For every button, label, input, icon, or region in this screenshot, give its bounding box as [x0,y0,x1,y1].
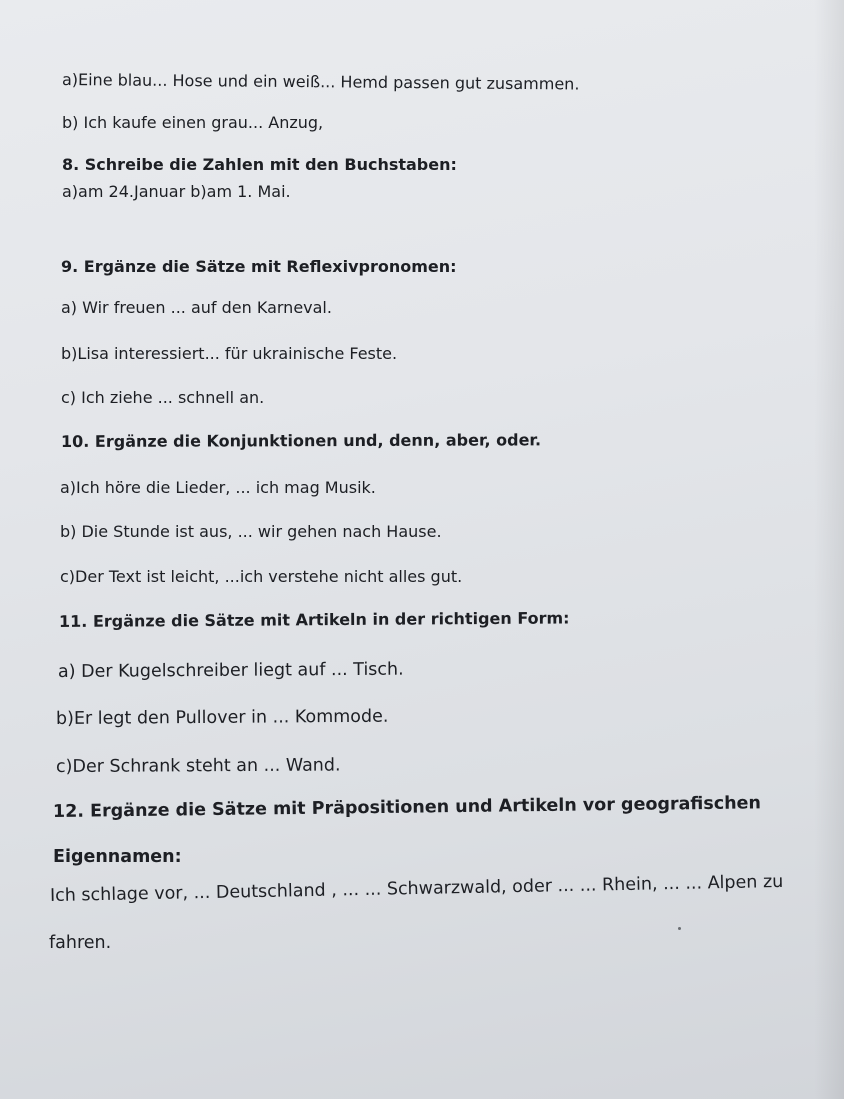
exercise-11-heading: 11. Ergänze die Sätze mit Artikeln in der richtigen Form: [58,608,570,631]
exercise-11-item-b: b)Er legt den Pullover in ... Kommode. [55,706,389,729]
exercise-9-item-a: a) Wir freuen ... auf den Karneval. [61,298,332,317]
exercise-9-item-b: b)Lisa interessiert... für ukrainische Feste. [61,344,398,363]
exercise-12-heading: 12. Ergänze die Sätze mit Präpositionen und Artikeln vor geografischen [52,793,762,822]
page-edge-shadow [814,0,844,1099]
exercise-10-heading: 10. Ergänze die Konjunktionen und, denn, aber, oder. [60,430,542,451]
exercise-7-item-b: b) Ich kaufe einen grau... Anzug, [62,113,324,132]
exercise-12-sentence-continued: fahren. [49,933,112,953]
exercise-8-item: a)am 24.Januar b)am 1. Mai. [62,182,291,201]
exercise-9-heading: 9. Ergänze die Sätze mit Reflexivpronomen: [61,257,457,276]
exercise-11-item-a: a) Der Kugelschreiber liegt auf ... Tisch. [57,659,404,682]
exercise-11-item-c: c)Der Schrank steht an ... Wand. [55,755,341,777]
paper-speck [678,927,681,930]
exercise-8-heading: 8. Schreibe die Zahlen mit den Buchstaben: [62,155,457,174]
exercise-9-item-c: c) Ich ziehe ... schnell an. [61,388,265,407]
exercise-12-sentence: Ich schlage vor, ... Deutschland , ... ... Schwarzwald, oder ... ... Rhein, ... ... Alpen zu [49,871,784,906]
exercise-10-item-a: a)Ich höre die Lieder, ... ich mag Musik. [60,478,376,497]
exercise-10-item-b: b) Die Stunde ist aus, ... wir gehen nach Hause. [60,522,442,541]
exercise-10-item-c: c)Der Text ist leicht, ...ich verstehe nicht alles gut. [60,567,463,586]
exercise-12-heading-continued: Eigennamen: [53,847,182,867]
exercise-7-item-a: a)Eine blau... Hose und ein weiß... Hemd passen gut zusammen. [61,70,580,94]
